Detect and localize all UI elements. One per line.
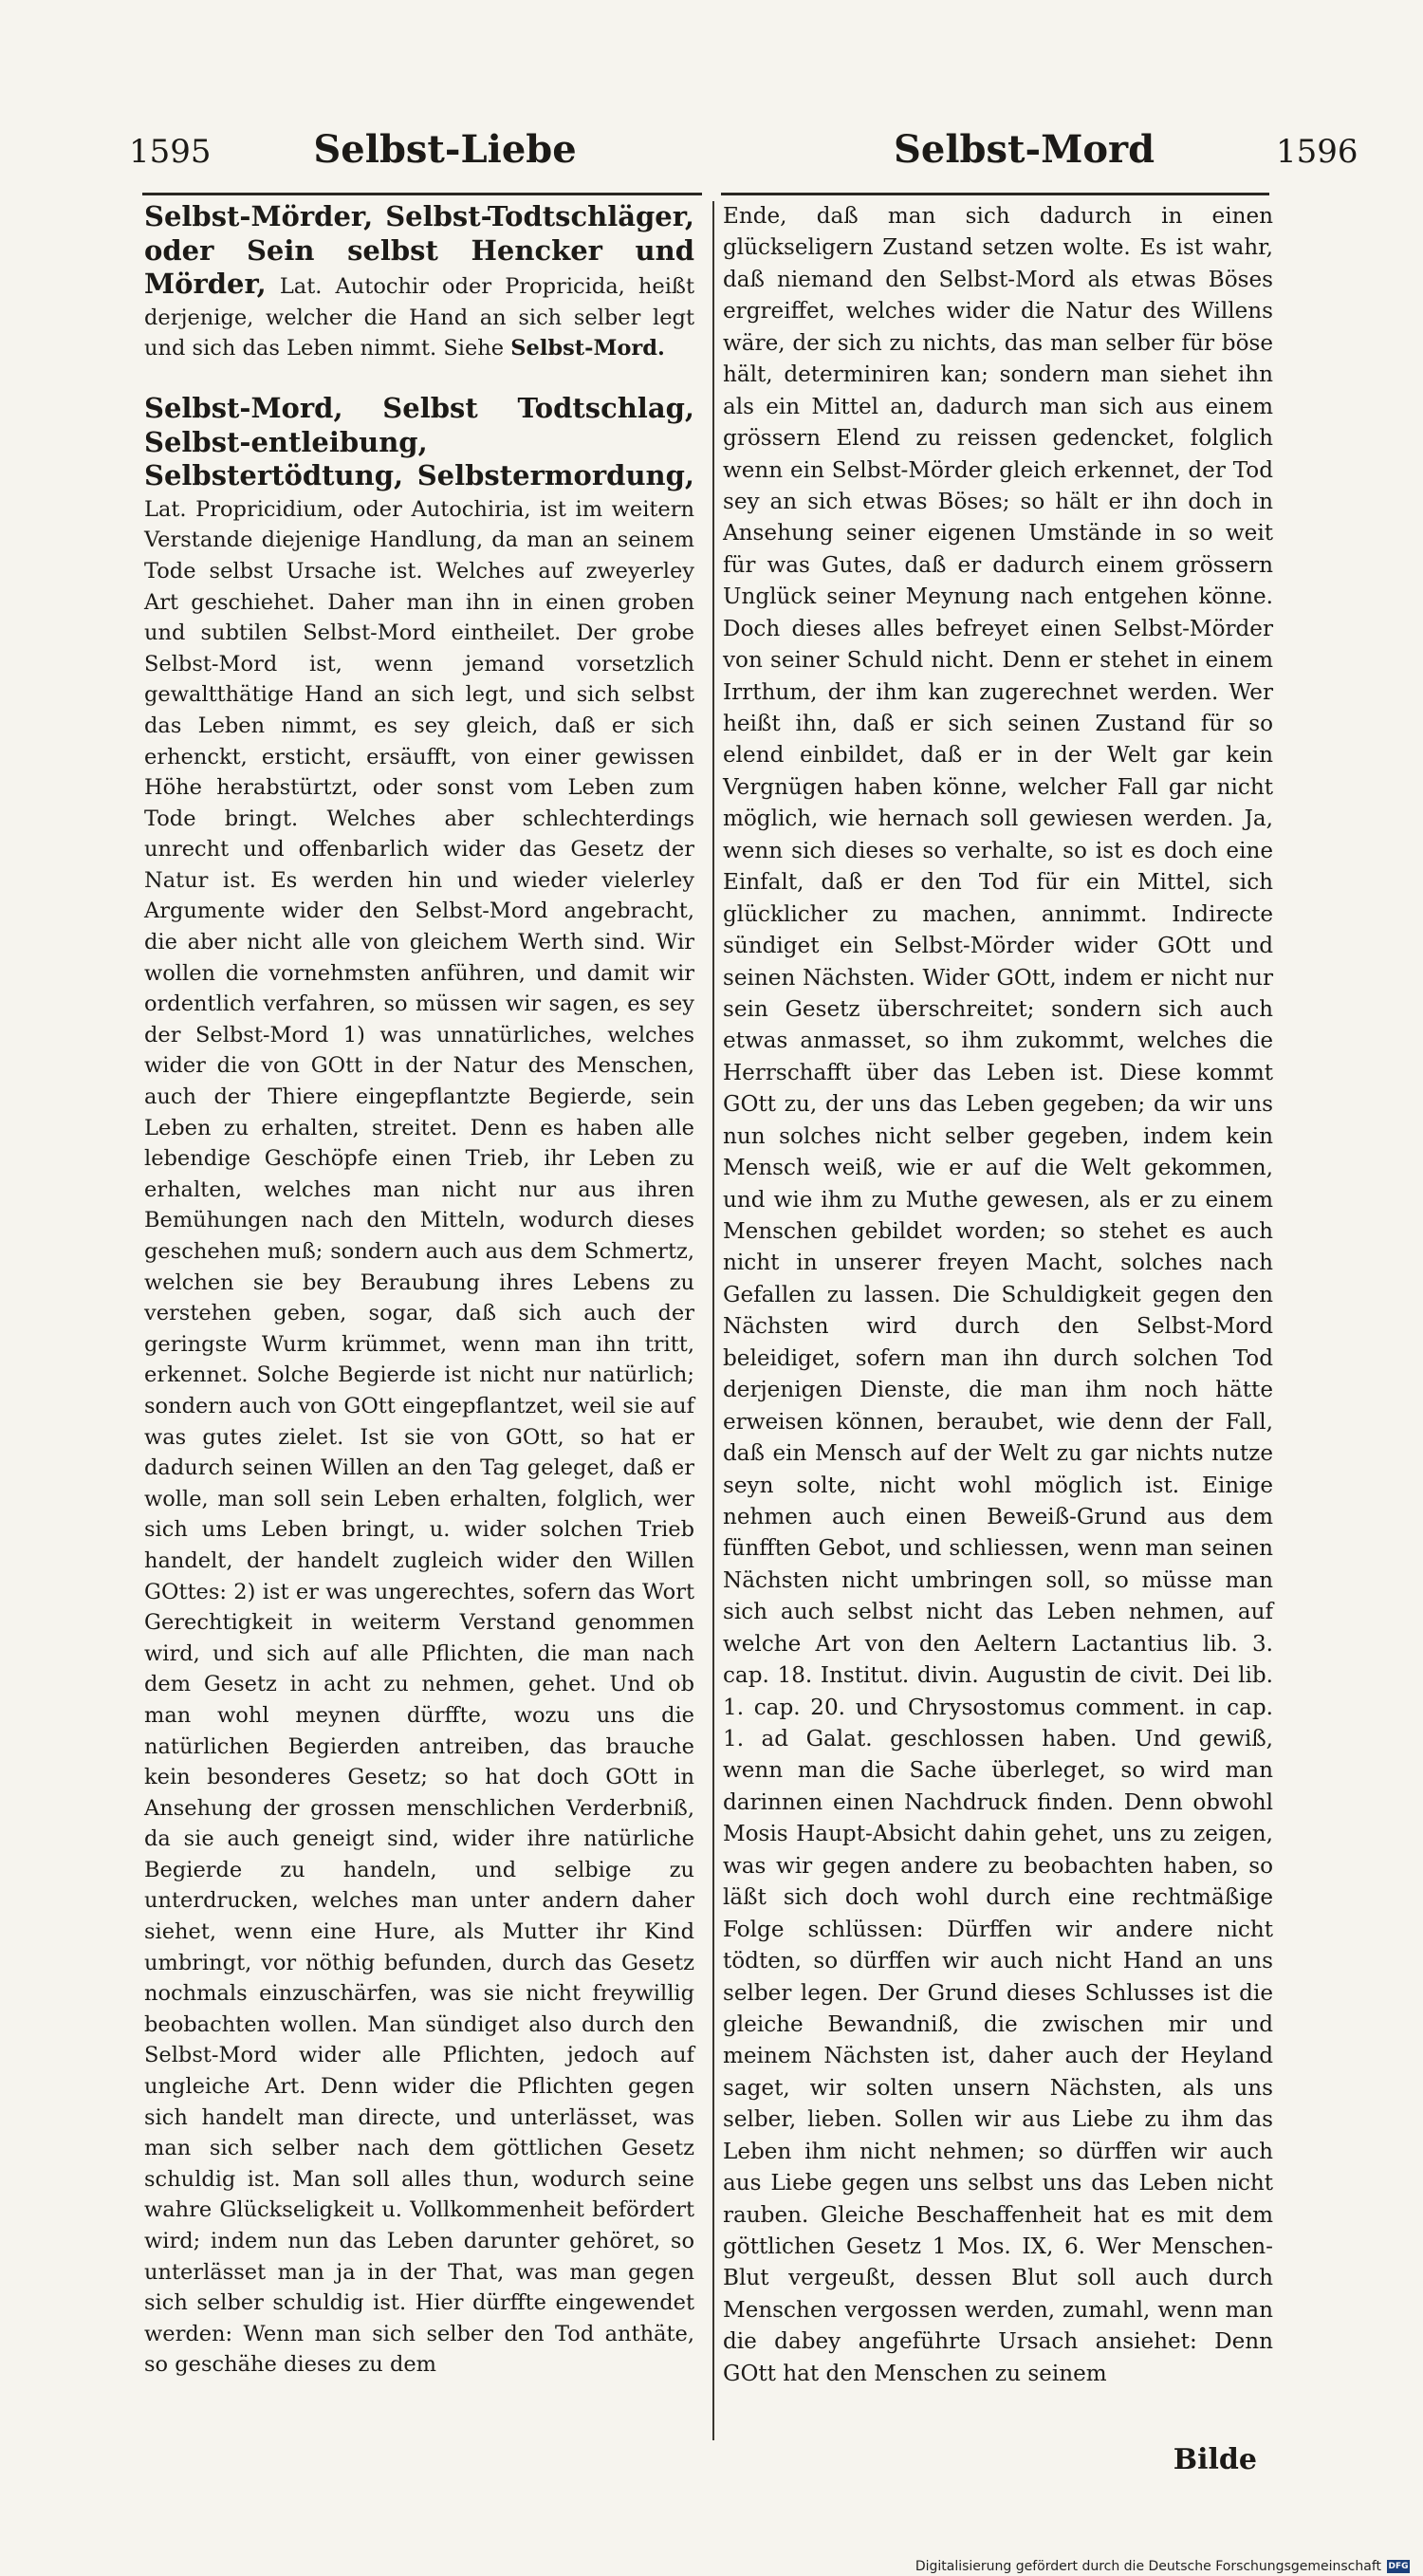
entry-text: Lat. Propricidium, oder Autochiria, ist im weitern Verstande diejenige Handlung, da man an seinem Tode selbst Ursache ist. Welches auf zweyerley Art geschiehet. Daher man ihn in einen groben und subtilen Selbst-Mord eintheilet. Der grobe Selbst-Mord ist, wenn jemand vorsetzlich gewaltthätige Hand an sich legt, und sich selbst das Leben nimmt, es sey gleich, daß er sich erhenckt, ersticht, ersäufft, von einer gewissen Höhe herabstürtzt, oder sonst vom Leben zum Tode bringt. Welches aber schlechterdings unrecht und offenbarlich wider das Gesetz der Natur ist. Es werden hin und wieder vielerley Argumente wider den Selbst-Mord angebracht, die aber nicht alle von gleichem Werth sind. Wir wollen die vornehmsten anführen, und damit wir ordentlich verfahren, so müssen wir sagen, es sey der Selbst-Mord 1) was unnatürliches, welches wider die von GOtt in der Natur des Menschen, auch der Thiere eingepflantzte Begierde, sein Leben zu erhalten, streitet. Denn es haben alle lebendige Geschöpfe einen Trieb, ihr Leben zu erhalten, welches man nicht nur aus ihren Bemühungen nach den Mitteln, wodurch dieses geschehen muß; sondern auch aus dem Schmertz, welchen sie bey Beraubung ihres Lebens zu verstehen geben, sogar, daß sich auch der geringste Wurm krümmet, wenn man ihn tritt, erkennet. Solche Begierde ist nicht nur natürlich; sondern auch von GOtt eingepflantzet, weil sie auf was gutes zielet. Ist sie von GOtt, so hat er dadurch seinen Willen an den Tag geleget, daß er wolle, man soll sein Leben erhalten, folglich, wer sich ums Leben bringt, u. wider solchen Trieb handelt, der handelt zugleich wider den Willen GOttes: 2) ist er was ungerechtes, sofern das Wort Gerechtigkeit in weiterm Verstand genommen wird, und sich auf alle Pflichten, die man nach dem Gesetz in acht zu nehmen, gehet. Und ob man wohl meynen dürffte, wozu uns die natürlichen Begierden antreiben, das brauche kein besonderes Gesetz; so hat doch GOtt in Ansehung der grossen menschlichen Verderbniß, da sie auch geneigt sind, wider ihre natürliche Begierde zu handeln, und selbige zu unterdrucken, welches man unter andern daher siehet, wenn eine Hure, als Mutter ihr Kind umbringt, vor nöthig befunden, durch das Gesetz nochmals einzuschärfen, was sie nicht freywillig beobachten wollen. Man sündiget also durch den Selbst-Mord wider alle Pflichten, jedoch auf ungleiche Art. Denn wider die Pflichten gegen sich handelt man directe, und unterlässet, was man sich selber nach dem göttlichen Gesetz schuldig ist. Man soll alles thun, wodurch seine wahre Glückseligkeit u. Vollkommenheit befördert wird; indem nun das Leben darunter gehöret, so unterlässet man ja in der That, was man gegen sich selber schuldig ist. Hier dürffte eingewendet werden: Wenn man sich selber den Tod anthäte, so geschähe dieses zu dem: [144, 496, 694, 2378]
footer-text: Digitalisierung gefördert durch die Deutsche Forschungsgemeinschaft: [915, 2559, 1381, 2574]
left-page-title: Selbst-Liebe: [313, 127, 577, 172]
right-running-head: [894, 121, 1358, 178]
digitization-footer: [915, 2559, 1410, 2574]
right-page-number: 1596: [1275, 133, 1358, 171]
entry-selbst-moerder: [144, 201, 694, 364]
entry-lemma: Selbst-Mord, Selbst Todtschlag, Selbst-entleibung, Selbstertödtung, Selbstermordung,: [144, 391, 694, 492]
right-page-title: Selbst-Mord: [894, 127, 1155, 172]
right-column: [723, 201, 1273, 2390]
dfg-logo-icon: DFG: [1388, 2562, 1409, 2571]
left-running-head: [129, 121, 577, 178]
column-divider: [712, 201, 714, 2440]
entry-continuation: Ende, daß man sich dadurch in einen glückseligern Zustand setzen wolte. Es ist wahr, daß niemand den Selbst-Mord als etwas Böses ergreiffet, welches wider die Natur des Willens wäre, der sich zu nichts, das man selber für böse hält, determiniren kan; sondern man siehet ihn als ein Mittel an, dadurch man sich aus einem grössern Elend zu reissen gedencket, folglich wenn ein Selbst-Mörder gleich erkennet, der Tod sey an sich etwas Böses; so hält er ihn doch in Ansehung seiner eigenen Umstände in so weit für was Gutes, daß er dadurch einem grössern Unglück seiner Meynung nach entgehen könne. Doch dieses alles befreyet einen Selbst-Mörder von seiner Schuld nicht. Denn er stehet in einem Irrthum, der ihm kan zugerechnet werden. Wer heißt ihn, daß er sich seinen Zustand für so elend einbildet, daß er in der Welt gar kein Vergnügen haben könne, welcher Fall gar nicht möglich, wie hernach soll gewiesen werden. Ja, wenn sich dieses so verhalte, so ist es doch eine Einfalt, daß er den Tod für ein Mittel, sich glücklicher zu machen, annimmt. Indirecte sündiget ein Selbst-Mörder wider GOtt und seinen Nächsten. Wider GOtt, indem er nicht nur sein Gesetz überschreitet; sondern sich auch etwas anmasset, so ihm zukommt, welches die Herrschafft über das Leben ist. Diese kommt GOtt zu, der uns das Leben gegeben; da wir uns nun solches nicht selber gegeben, indem kein Mensch weiß, wie er auf die Welt gekommen, und wie ihm zu Muthe gewesen, als er zu einem Menschen gebildet worden; so stehet es auch nicht in unserer freyen Macht, solches nach Gefallen zu lassen. Die Schuldigkeit gegen den Nächsten wird durch den Selbst-Mord beleidiget, sofern man ihn durch solchen Tod derjenigen Dienste, die man ihm noch hätte erweisen können, beraubet, wie denn der Fall, daß ein Mensch auf der Welt zu gar nichts nutze seyn solte, nicht wohl möglich ist. Einige nehmen auch einen Beweiß-Grund aus dem fünfften Gebot, und schliessen, wenn man seinen Nächsten nicht umbringen soll, so müsse man sich auch selbst nicht das Leben nehmen, auf welche Art von den Aeltern Lactantius lib. 3. cap. 18. Institut. divin. Augustin de civit. Dei lib. 1. cap. 20. und Chrysostomus comment. in cap. 1. ad Galat. geschlossen haben. Und gewiß, wenn man die Sache überleget, so wird man darinnen einen Nachdruck finden. Denn obwohl Mosis Haupt-Absicht dahin gehet, uns zu zeigen, was wir gegen andere zu beobachten haben, so läßt sich doch wohl durch eine rechtmäßige Folge schlüssen: Dürffen wir andere nicht tödten, so dürffen wir auch nicht Hand an uns selber legen. Der Grund dieses Schlusses ist die gleiche Bewandniß, die zwischen mir und meinem Nächsten ist, daher auch der Heyland saget, wir solten unsern Nächsten, als uns selber, lieben. Sollen wir aus Liebe zu ihm das Leben ihm nicht nehmen; so dürffen wir auch aus Liebe gegen uns selbst uns das Leben nicht rauben. Gleiche Beschaffenheit hat es mit dem göttlichen Gesetz 1 Mos. IX, 6. Wer Menschen-Blut vergeußt, dessen Blut soll auch durch Menschen vergossen werden, zumahl, wenn man die dabey angeführte Ursach ansiehet: Denn GOtt hat den Menschen zu seinem: [723, 204, 1273, 2386]
entry-lemma: Selbst-Mörder, Selbst-Todtschläger, oder Sein selbst Hencker und Mörder,: [144, 200, 694, 301]
left-column: [144, 201, 694, 2381]
left-header-rule: [142, 193, 702, 195]
entry-selbst-mord: [144, 393, 694, 2381]
entry-text: Lat. Autochir oder Propricida, heißt derjenige, welcher die Hand an sich selber legt und sich das Leben nimmt.: [144, 274, 694, 361]
right-header-rule: [721, 193, 1269, 195]
see-reference: Selbst-Mord.: [510, 336, 665, 361]
catchword: Bilde: [1173, 2443, 1257, 2476]
left-page-number: 1595: [129, 133, 212, 171]
see-label: Siehe: [443, 336, 505, 361]
